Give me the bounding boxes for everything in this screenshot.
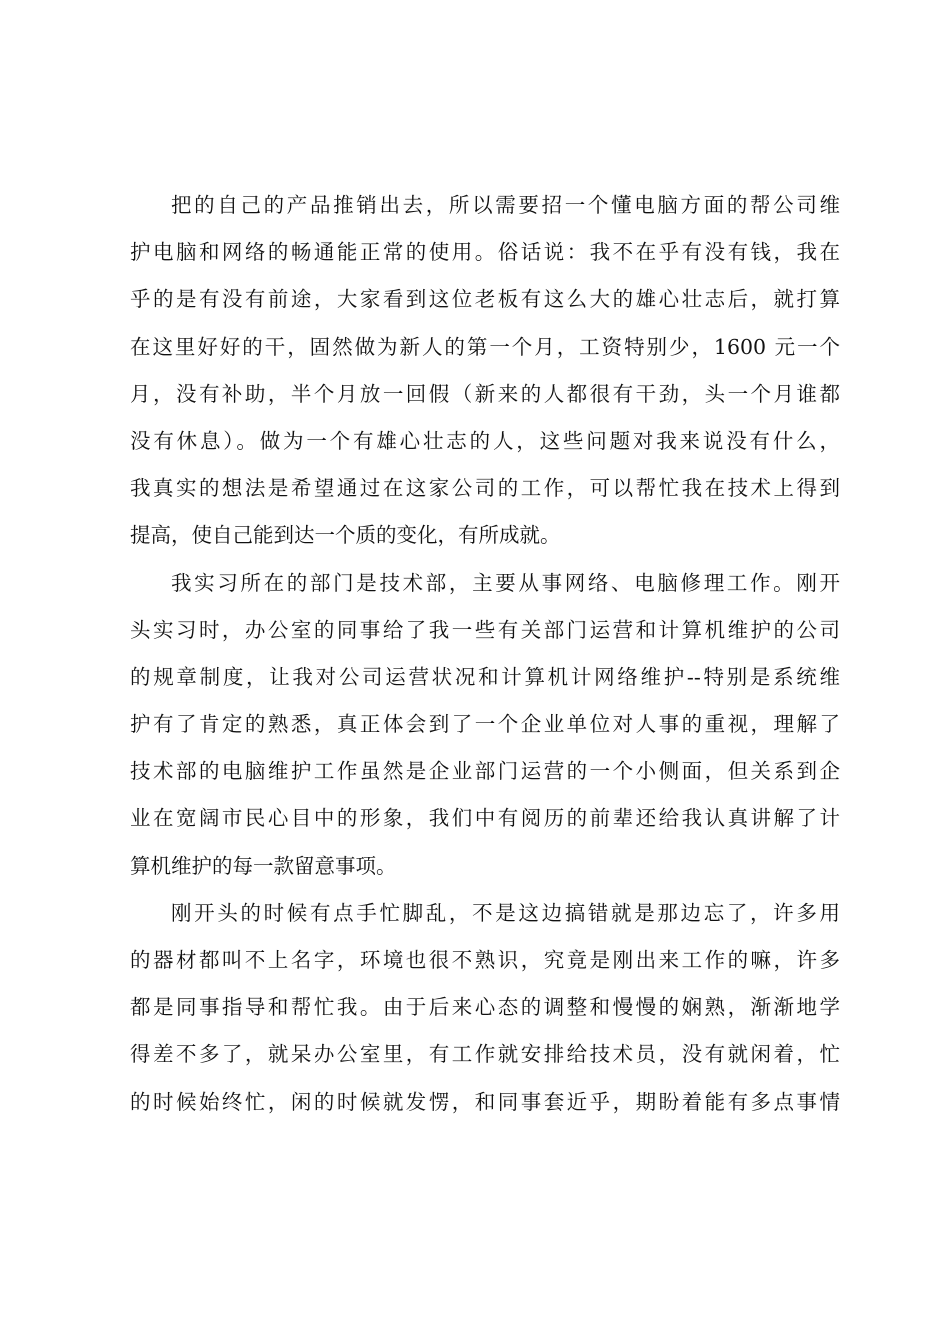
text-line: 得差不多了，就呆办公室里，有工作就安排给技术员，没有就闲着，忙 (130, 1042, 840, 1067)
text-line: 的器材都叫不上名字，环境也很不熟识，究竟是刚出来工作的嘛，许多 (130, 948, 840, 972)
text-line: 的规章制度，让我对公司运营状况和计算机计网络维护--特别是系统维 (130, 664, 840, 689)
paragraph-1 (130, 182, 840, 560)
text-line: 的时候始终忙，闲的时候就发愣，和同事套近乎，期盼着能有多点事情 (130, 1089, 840, 1114)
text-line: 技术部的电脑维护工作虽然是企业部门运营的一个小侧面，但关系到企 (130, 759, 840, 784)
text-line: 算机维护的每一款留意事项。 (130, 853, 397, 878)
text-line: 都是同事指导和帮忙我。由于后来心态的调整和慢慢的娴熟，渐渐地学 (130, 995, 840, 1020)
text-line: 头实习时，办公室的同事给了我一些有关部门运营和计算机维护的公司 (130, 617, 840, 642)
text-line: 刚开头的时候有点手忙脚乱，不是这边搞错就是那边忘了，许多用 (171, 900, 840, 925)
text-line: 业在宽阔市民心目中的形象，我们中有阅历的前辈还给我认真讲解了计 (130, 806, 840, 831)
text-line: 护电脑和网络的畅通能正常的使用。俗话说：我不在乎有没有钱，我在 (130, 240, 840, 265)
text-line: 提高，使自己能到达一个质的变化，有所成就。 (130, 523, 561, 548)
text-line: 乎的是有没有前途，大家看到这位老板有这么大的雄心壮志后，就打算 (130, 287, 840, 312)
text-line: 月，没有补助，半个月放一回假（新来的人都很有干劲，头一个月谁都 (130, 381, 840, 406)
text-line: 没有休息）。做为一个有雄心壮志的人，这些问题对我来说没有什么， (130, 428, 840, 453)
body-text (130, 182, 840, 1126)
text-line: 我真实的想法是希望通过在这家公司的工作，可以帮忙我在技术上得到 (130, 476, 840, 501)
paragraph-3 (130, 890, 840, 1126)
text-line: 我实习所在的部门是技术部，主要从事网络、电脑修理工作。刚开 (171, 570, 840, 595)
paragraph-2 (130, 560, 840, 890)
text-line: 在这里好好的干，固然做为新人的第一个月，工资特别少，1600 元一个 (130, 334, 840, 359)
text-line: 把的自己的产品推销出去，所以需要招一个懂电脑方面的帮公司维 (171, 193, 840, 217)
text-line: 护有了肯定的熟悉，真正体会到了一个企业单位对人事的重视，理解了 (130, 712, 840, 737)
